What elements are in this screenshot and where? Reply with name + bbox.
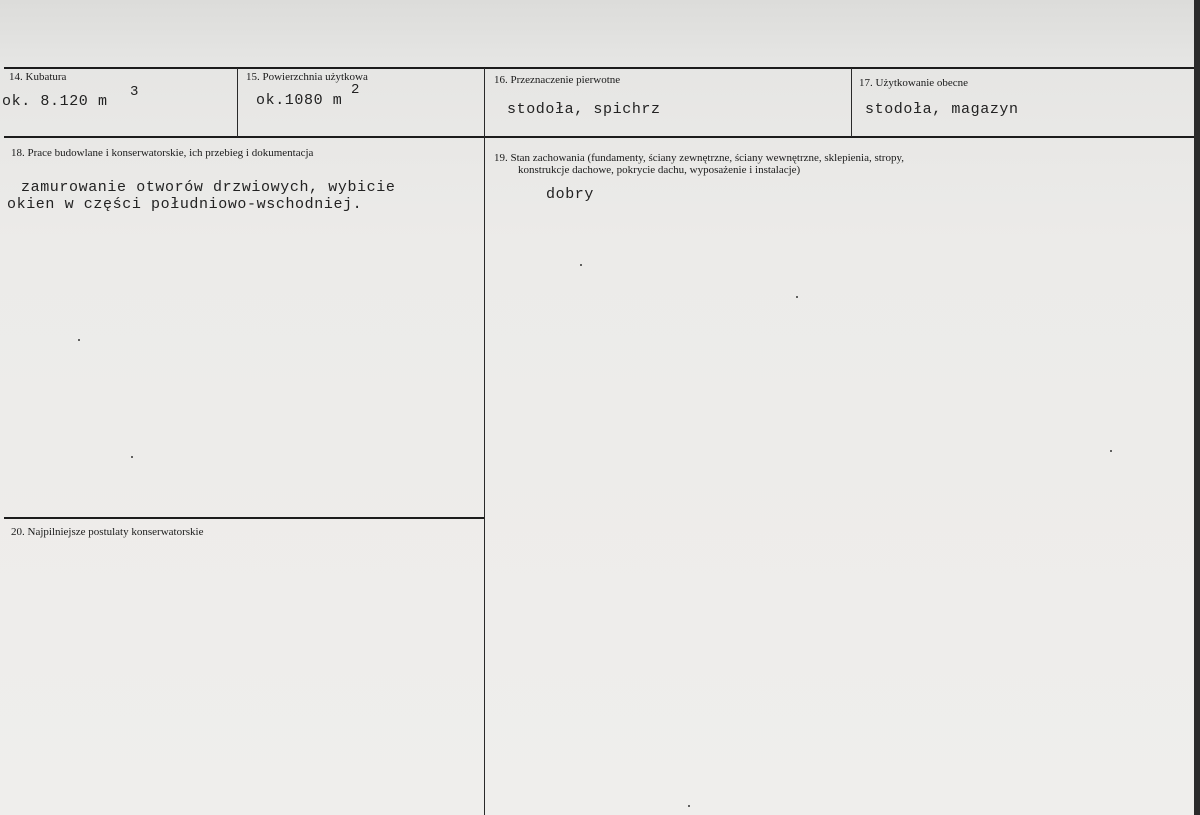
scan-speck (580, 264, 582, 266)
scan-speck (796, 296, 798, 298)
scan-speck (131, 456, 133, 458)
scan-edge (1194, 0, 1200, 815)
field-19-value: dobry (546, 186, 595, 203)
field-17-value: stodoła, magazyn (865, 101, 1019, 118)
divider-16-17 (851, 68, 852, 137)
field-19-label-line-2: konstrukcje dachowe, pokrycie dachu, wyposażenie i instalacje) (518, 164, 801, 176)
scan-speck (78, 339, 80, 341)
field-18-value-line-1: zamurowanie otworów drzwiowych, wybicie (21, 179, 396, 196)
field-15-unit-exponent: 2 (351, 82, 360, 98)
scan-speck (688, 805, 690, 807)
top-margin (0, 0, 1200, 66)
field-19-label-line-1: 19. Stan zachowania (fundamenty, ściany zewnętrzne, ściany wewnętrzne, sklepienia, stropy, (494, 152, 905, 164)
field-17-label: 17. Użytkowanie obecne (859, 77, 969, 89)
field-14-label: 14. Kubatura (9, 71, 67, 83)
field-18-label: 18. Prace budowlane i konserwatorskie, ich przebieg i dokumentacja (11, 147, 314, 159)
field-16-label: 16. Przeznaczenie pierwotne (494, 74, 621, 86)
field-16-value: stodoła, spichrz (507, 101, 661, 118)
field-15-label: 15. Powierzchnia użytkowa (246, 71, 368, 83)
divider-14-15 (237, 68, 238, 137)
field-15-value: ok.1080 m (256, 92, 343, 109)
rule-row1-bottom (4, 136, 1194, 138)
field-18-value-line-2: okien w części południowo-wschodniej. (7, 196, 363, 213)
scan-speck (1110, 450, 1112, 452)
field-14-value: ok. 8.120 m (2, 93, 108, 110)
field-14-unit-exponent: 3 (130, 84, 139, 100)
rule-top (4, 67, 1194, 69)
divider-15-16 (484, 68, 485, 815)
field-20-label: 20. Najpilniejsze postulaty konserwatorskie (11, 526, 204, 538)
rule-field20-top (4, 517, 484, 519)
